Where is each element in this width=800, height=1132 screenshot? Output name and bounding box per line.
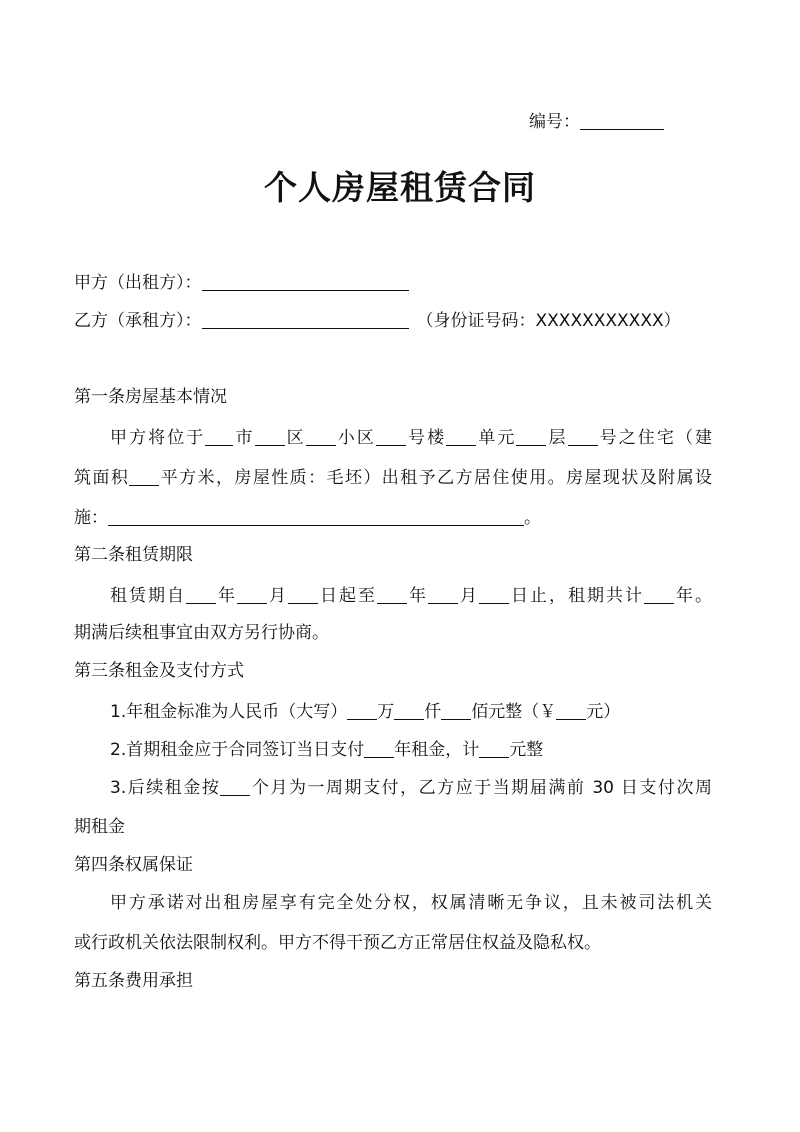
party-a-blank[interactable]: [202, 272, 409, 291]
district-blank[interactable]: [255, 427, 285, 446]
article1-text: 。: [524, 508, 541, 528]
article2-line2: 期满后续租事宜由双方另行协商。: [74, 623, 329, 643]
start-year-blank[interactable]: [186, 585, 216, 604]
article3-item1: [110, 701, 620, 722]
floor-blank[interactable]: [516, 427, 546, 446]
document-number-label: 编号：: [529, 112, 580, 132]
article1-text: 号楼: [405, 428, 447, 448]
rent-bai-blank[interactable]: [441, 701, 471, 720]
article2-heading: 第二条租赁期限: [74, 545, 193, 565]
article1-text: 市: [233, 428, 255, 448]
article3-item3-line1: [110, 777, 712, 798]
party-b-blank[interactable]: [202, 310, 409, 329]
article3-item3-line2: 期租金: [74, 817, 125, 837]
article2-line1: [110, 585, 712, 606]
article1-text: 层: [546, 428, 568, 448]
article3-text: 佰元整（￥: [471, 702, 557, 722]
article2-text: 日止，租期共计: [509, 586, 644, 606]
end-day-blank[interactable]: [479, 585, 509, 604]
party-a-line: [74, 272, 409, 293]
party-b-id-text: （身份证号码：XXXXXXXXXXX）: [416, 311, 681, 331]
building-blank[interactable]: [376, 427, 406, 446]
unit-blank[interactable]: [446, 427, 476, 446]
article3-text: 2.首期租金应于合同签订当日支付: [110, 740, 365, 760]
article4-heading: 第四条权属保证: [74, 855, 193, 875]
article3-text: 3.后续租金按: [110, 778, 221, 798]
party-b-label: 乙方（承租方）：: [74, 311, 202, 331]
article3-item2: [110, 739, 543, 760]
payment-cycle-blank[interactable]: [220, 777, 250, 796]
rent-qian-blank[interactable]: [394, 701, 424, 720]
article1-text: 区: [284, 428, 306, 448]
article1-line3: [74, 507, 541, 528]
article1-text: 平方米，房屋性质：毛坯）出租予乙方居住使用。房屋现状及附属设: [159, 468, 713, 488]
article2-text: 月: [458, 586, 479, 606]
article2-text: 租赁期自: [110, 586, 186, 606]
article2-text: 月: [267, 586, 288, 606]
article3-text: 年租金，计: [394, 740, 480, 760]
party-a-label: 甲方（出租方）：: [74, 273, 202, 293]
article3-text: 1.年租金标准为人民币（大写）: [110, 702, 348, 722]
area-blank[interactable]: [129, 467, 159, 486]
article1-text: 小区: [335, 428, 376, 448]
article1-text: 号之住宅（建: [597, 428, 713, 448]
article4-line1: 甲方承诺对出租房屋享有完全处分权，权属清晰无争议，且未被司法机关: [110, 893, 712, 913]
article3-heading: 第三条租金及支付方式: [74, 661, 244, 681]
party-b-line: [74, 310, 681, 331]
first-payment-amount-blank[interactable]: [479, 739, 509, 758]
article1-text: 单元: [476, 428, 517, 448]
community-blank[interactable]: [306, 427, 336, 446]
article3-text: 仟: [424, 702, 442, 722]
article1-heading: 第一条房屋基本情况: [74, 387, 227, 407]
term-years-blank[interactable]: [644, 585, 674, 604]
rent-amount-blank[interactable]: [556, 701, 586, 720]
article1-line1: [110, 427, 712, 448]
room-number-blank[interactable]: [568, 427, 598, 446]
article1-text: 施：: [74, 508, 108, 528]
end-year-blank[interactable]: [377, 585, 407, 604]
first-payment-years-blank[interactable]: [364, 739, 394, 758]
article5-heading: 第五条费用承担: [74, 971, 193, 991]
article3-text: 个月为一周期支付，乙方应于当期届满前 30 日支付次周: [250, 778, 712, 798]
document-number-blank[interactable]: [580, 111, 664, 130]
article4-line2: 或行政机关依法限制权利。甲方不得干预乙方正常居住权益及隐私权。: [74, 933, 601, 953]
article2-text: 年。: [674, 586, 712, 606]
document-title: 个人房屋租赁合同: [264, 168, 536, 207]
article2-text: 年: [407, 586, 428, 606]
end-month-blank[interactable]: [428, 585, 458, 604]
article3-text: 元整: [509, 740, 544, 760]
document-number: [529, 111, 664, 132]
article1-line2: [74, 467, 712, 488]
article2-text: 日起至: [318, 586, 377, 606]
article3-text: 万: [377, 702, 395, 722]
start-month-blank[interactable]: [237, 585, 267, 604]
start-day-blank[interactable]: [288, 585, 318, 604]
rent-wan-blank[interactable]: [347, 701, 377, 720]
facilities-blank[interactable]: [108, 507, 524, 526]
article1-text: 甲方将位于: [110, 428, 206, 448]
city-blank[interactable]: [205, 427, 233, 446]
article2-text: 年: [216, 586, 237, 606]
article1-text: 筑面积: [74, 468, 130, 488]
article3-text: 元）: [586, 702, 621, 722]
